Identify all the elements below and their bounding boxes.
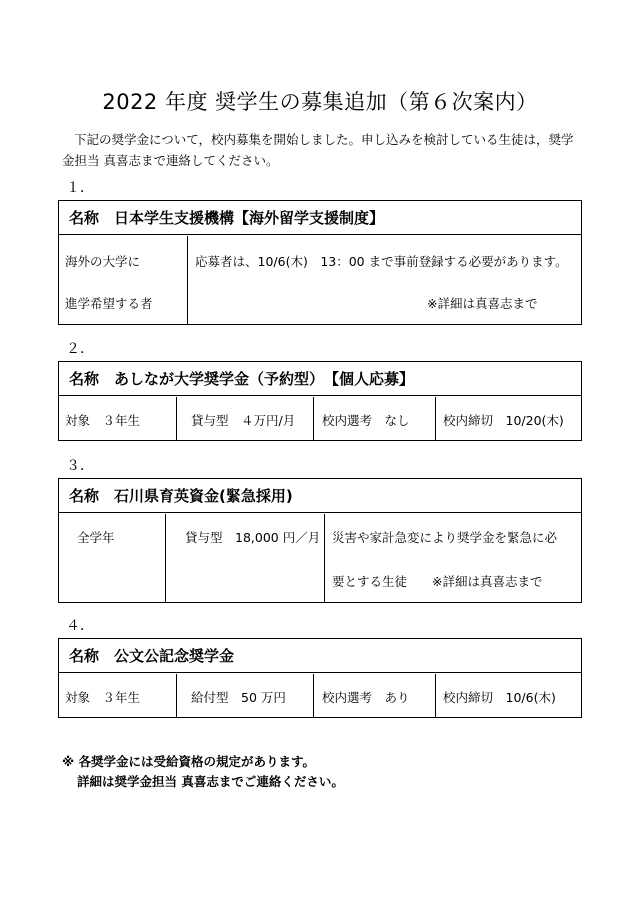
section-2-number: ２． (66, 341, 94, 357)
section-3-type: 貸与型 18,000 円／月 (185, 530, 321, 545)
section-1-box (58, 200, 582, 325)
section-1-detail-note: ※詳細は真喜志まで (427, 296, 538, 311)
section-4-type: 給付型 50 万円 (191, 690, 286, 705)
page-title: 2022 年度 奨学生の募集追加（第６次案内） (102, 90, 538, 114)
section-4-selection: 校内選考 あり (322, 690, 410, 705)
section-1-target-line1: 海外の大学に (65, 254, 141, 269)
section-3-box (58, 478, 582, 603)
section-3-detail-line2: 要とする生徒 ※詳細は真喜志まで (332, 574, 543, 589)
section-1-target-line2: 進学希望する者 (65, 296, 153, 311)
footnote-line-1: ※ 各奨学金には受給資格の規定があります。 (62, 754, 316, 769)
intro-line-2: 金担当 真喜志まで連絡してください。 (62, 153, 279, 168)
section-1-number: １． (66, 180, 94, 196)
intro-paragraph (62, 129, 592, 171)
footnote (62, 752, 344, 792)
section-3-detail-line1: 災害や家計急変により奨学金を緊急に必 (332, 530, 558, 545)
section-2-deadline: 校内締切 10/20(木) (443, 413, 564, 428)
section-4-number: ４． (66, 618, 94, 634)
section-2-box (58, 361, 582, 441)
section-4-deadline: 校内締切 10/6(木) (443, 690, 556, 705)
section-4-name: 名称 公文公記念奨学金 (59, 639, 581, 673)
section-2-target: 対象 ３年生 (65, 413, 141, 428)
section-1-name: 名称 日本学生支援機構【海外留学支援制度】 (59, 201, 581, 235)
section-4-target: 対象 ３年生 (65, 690, 141, 705)
intro-line-1: 下記の奨学金について，校内募集を開始しました。申し込みを検討している生徒は，奨学 (74, 132, 574, 147)
section-3-name: 名称 石川県育英資金(緊急採用) (59, 479, 581, 513)
footnote-line-2: 詳細は奨学金担当 真喜志までご連絡ください。 (77, 774, 344, 789)
section-2-name: 名称 あしなが大学奨学金（予約型） 【個人応募】 (59, 362, 581, 396)
section-4-box (58, 638, 582, 718)
section-1-detail: 応募者は、10/6(木) 13：00 まで事前登録する必要があります。 (195, 254, 568, 269)
section-3-number: ３． (66, 458, 94, 474)
section-2-type: 貸与型 ４万円/月 (191, 413, 296, 428)
section-3-target: 全学年 (77, 530, 115, 545)
section-2-selection: 校内選考 なし (322, 413, 410, 428)
